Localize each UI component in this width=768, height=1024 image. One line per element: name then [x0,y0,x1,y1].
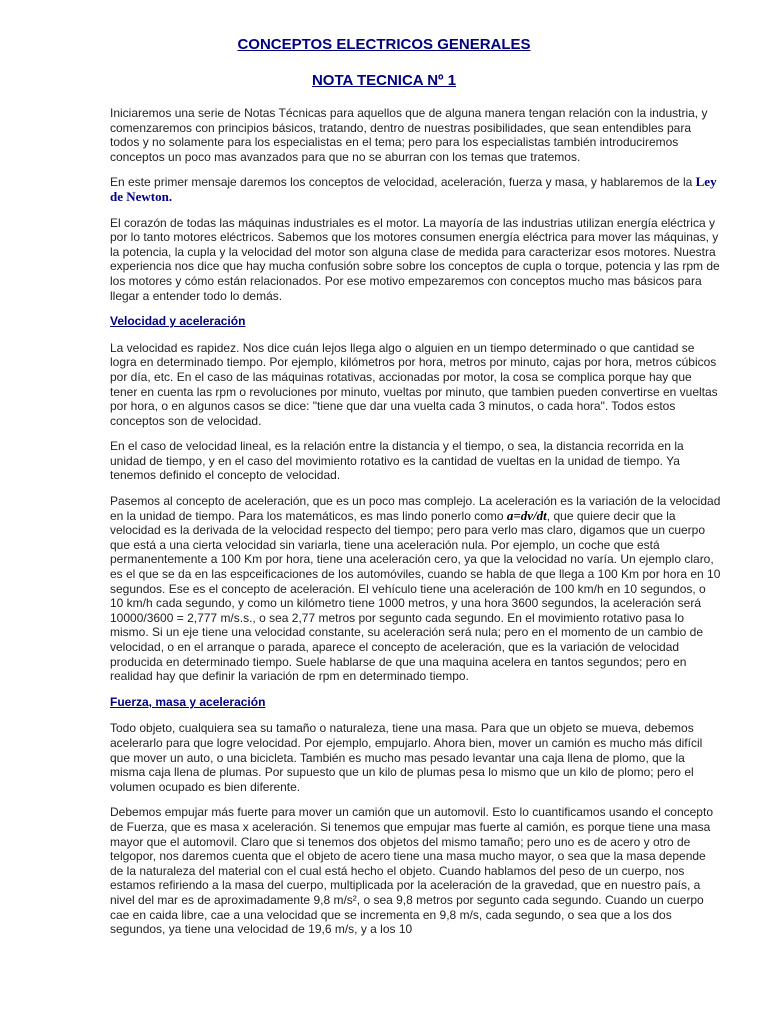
section-heading-force[interactable]: Fuerza, masa y aceleración [110,694,266,709]
paragraph-mass: Todo objeto, cualquiera sea su tamaño o naturaleza, tiene una masa. Para que un objeto se mueva, debemos acelerarlo para que logre velocidad. Por ejemplo, empujarlo. Ahora bien, mover un camión es mucho más difícil que mover un auto, o una bicicleta. También es mucho mas pesado levantar una caja llena de plomo, que la misma caja llena de plumas. Por supuesto que un kilo de plumas pesa lo mismo que un kilo de plomo; pero el volumen ocupado es bien diferente. [110,721,703,794]
paragraph-intro: Iniciaremos una serie de Notas Técnicas para aquellos que de alguna manera tengan relación con la industria, y comenzaremos con principios básicos, tratando, dentro de nuestras posibilidades, que sean entendibles para todos y no solamente para los especialistas en el tema; pero para los especialistas también introduciremos conceptos un poco mas avanzados para que no se aburran con los temas que tratemos. [110,106,708,164]
section-heading-velocity[interactable]: Velocidad y aceleración [110,314,246,329]
document-subtitle: NOTA TECNICA Nº 1 [311,72,457,89]
document-title: CONCEPTOS ELECTRICOS GENERALES [237,36,531,53]
paragraph-velocity: La velocidad es rapidez. Nos dice cuán lejos llega algo o alguien en un tiempo determinado o que cantidad se logra en determinado tiempo. Por ejemplo, kilómetros por hora, metros por minuto, cajas por hora, metros cúbicos por día, etc. En el caso de las máquinas rotativas, accionadas por motor, la cosa se complica porque hay que tener en cuenta las rpm o revoluciones por minuto, vueltas por minuto, que tambien pueden convertirse en vueltas por hora, o en algunos casos se dice: "tiene que dar una vuelta cada 3 minutos, o cada hora". Todos estos conceptos son de velocidad. [110,340,718,428]
paragraph-newton-text: En este primer mensaje daremos los conceptos de velocidad, aceleración, fuerza y masa, y hablaremos de la [110,175,696,190]
paragraph-acceleration-text-b: , que quiere decir que la velocidad es la derivada de la velocidad respecto del tiempo; pero para verlo mas claro, digamos que un cuerpo que está a una cierta velocidad sin variarla, tiene una aceleración nula. Por ejemplo, un coche que está permanentemente a 100 Km por hora, tiene una aceleración cero, ya que la velocidad no varía. Un ejemplo claro, es el que se da en las espceificaciones de los automóviles, cuando se habla de que llega a 100 Km por hora en 10 segundos. Ese es el concepto de aceleración. El vehículo tiene una aceleración de 100 km/h en 10 segundos, o 10 km/h cada segundo, y como un kilómetro tiene 1000 metros, y una hora 3600 segundos, la aceleración será 10000/3600 = 2,777 m/s.s., o sea 2,77 metros por segunto cada segundo. En el movimiento rotativo pasa lo mismo. Si un eje tiene una velocidad constante, su aceleración será nula; pero en el momento de un cambio de velocidad, o en el arranque o parada, aparece el concepto de aceleración, que es la variación de velocidad producida en determinado tiempo. Suele hablarse de que una maquina acelera en tantos segundos; pero en realidad hay que definir la variación de rpm en determinado tiempo. [110,508,721,684]
paragraph-acceleration [110,494,722,684]
paragraph-force: Debemos empujar más fuerte para mover un camión que un automovil. Esto lo cuantificamos usando el concepto de Fuerza, que es masa x aceleración. Si tenemos que empujar mas fuerte al camión, es porque tiene una masa mayor que el automovil. Claro que si tenemos dos objetos del mismo tamaño; pero uno es de acero y otro de telgopor, nos daremos cuenta que el objeto de acero tiene una masa mucho mayor, o sea que la masa depende de la naturaleza del material con el cual está hecho el objeto. Cuando hablamos del peso de un cuerpo, nos estamos refiriendo a la masa del cuerpo, multiplicada por la aceleración de la gravedad, que en nuestro país, a nivel del mar es de aproximadamente 9,8 m/s², o sea 9,8 metros por segunto cada segundo. Cuando un cuerpo cae en caida libre, cae a una velocidad que se incrementa en 9,8 m/s, cada segundo, o sea que a los dos segundos, ya tiene una velocidad de 19,6 m/s, y a los 10 [110,805,713,937]
paragraph-linear-velocity: En el caso de velocidad lineal, es la relación entre la distancia y el tiempo, o sea, la distancia recorrida en la unidad de tiempo, y en el caso del movimiento rotativo es la cantidad de vueltas en la unidad de tiempo. Ya tenemos definido el concepto de velocidad. [110,439,684,483]
paragraph-motor: El corazón de todas las máquinas industriales es el motor. La mayoría de las industrias utilizan energía eléctrica y por lo tanto motores eléctricos. Sabemos que los motores consumen energía eléctrica para mover las máquinas, y la potencia, la cupla y la velocidad del motor son alguna clase de medida para caracterizar esos motores. Nuestra experiencia nos dice que hay mucha confusión sobre sobre los conceptos de cupla o torque, potencia y las rpm de los motores y cómo están relacionados. Por ese motivo empezaremos con conceptos mucho mas básicos para llegar a entender todo lo demás. [110,215,720,303]
document-body [110,106,722,948]
newton-law-link[interactable]: Ley de Newton. [110,174,717,204]
acceleration-formula: a=dv/dt [506,507,547,523]
paragraph-newton [110,175,722,204]
paragraph-acceleration-text-a: Pasemos al concepto de aceleración, que es un poco mas complejo. La aceleración es la variación de la velocidad en la unidad de tiempo. Para los matemáticos, es mas lindo ponerlo como [110,494,721,523]
